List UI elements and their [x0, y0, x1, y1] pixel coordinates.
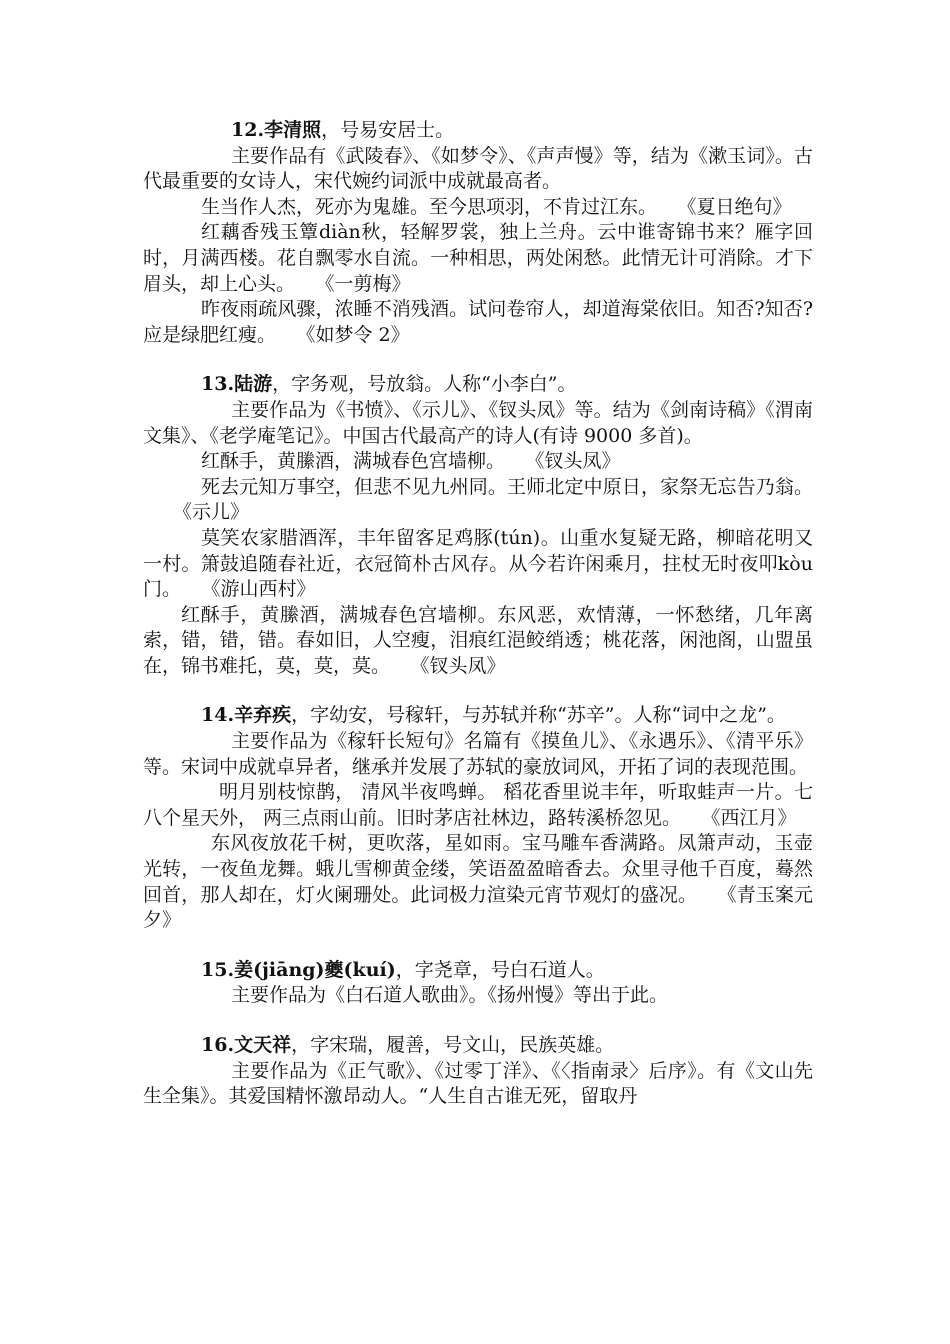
poem-title: 《青玉案元夕》	[143, 883, 813, 932]
section-heading	[143, 118, 813, 144]
author-name: 姜(jiāng)夔(kuí)	[234, 958, 396, 981]
document-page	[143, 118, 813, 1110]
author-name: 文天祥	[234, 1034, 292, 1056]
poem-text: 东风夜放花千树，更吹落，星如雨。宝马雕车香满路。凤箫声动，玉壶光转，一夜鱼龙舞。蛾儿雪柳黄金缕，笑语盈盈暗香去。众里寻他千百度，蓦然回首，那人却在，灯火阑珊处。此词极力渲染元宵节观灯的盛况。	[143, 832, 813, 906]
poem-quote	[143, 297, 813, 348]
paragraph	[143, 983, 813, 1009]
section-heading	[143, 703, 813, 729]
paragraph-text: 主要作品为《书愤》、《示儿》、《钗头凤》等。结为《剑南诗稿》《渭南文集》、《老学庵笔记》。中国古代最高产的诗人(有诗 9000 多首)。	[143, 398, 813, 447]
author-intro: ，字尧章，号白石道人。	[395, 958, 605, 981]
poem-text: 生当作人杰，死亦为鬼雄。至今思项羽，不肯过江东。	[201, 195, 658, 218]
poem-quote	[143, 449, 813, 475]
section-xin-qiji	[143, 703, 813, 933]
poem-title: 《钗头凤》	[420, 654, 506, 677]
poem-title: 《西江月》	[711, 806, 797, 829]
poem-quote	[143, 603, 813, 680]
paragraph	[143, 1059, 813, 1110]
author-intro: ，字宋瑞，履善，号文山，民族英雄。	[291, 1034, 615, 1056]
poem-title: 《如梦令 2》	[306, 323, 410, 346]
poem-quote	[143, 526, 813, 603]
author-intro: ，字务观，号放翁。人称“小李白”。	[272, 373, 577, 396]
poem-quote	[143, 780, 813, 831]
section-wen-tianxiang	[143, 1033, 813, 1110]
section-heading	[143, 958, 813, 984]
poem-quote	[143, 475, 813, 526]
section-heading	[143, 1033, 813, 1059]
section-heading	[143, 372, 813, 398]
poem-title: 《夏日绝句》	[687, 195, 792, 218]
poem-quote	[143, 831, 813, 933]
paragraph-text: 主要作品有《武陵春》、《如梦令》、《声声慢》等，结为《漱玉词》。古代最重要的女诗人，宋代婉约词派中成就最高者。	[143, 144, 813, 193]
section-jiang-kui	[143, 958, 813, 1009]
poem-text: 昨夜雨疏风骤，浓睡不消残酒。试问卷帘人，却道海棠依旧。知否?知否?应是绿肥红瘦。	[143, 298, 813, 346]
section-lu-you	[143, 372, 813, 679]
poem-title: 《一剪梅》	[325, 272, 411, 295]
section-li-qingzhao	[143, 118, 813, 348]
poem-text: 红藕香残玉簟diàn秋，轻解罗裳，独上兰舟。云中谁寄锦书来？雁字回时，月满西楼。花自飘零水自流。一种相思，两处闲愁。此情无计可消除。才下眉头，却上心头。	[143, 221, 813, 295]
poem-text: 死去元知万事空，但悲不见九州同。王师北定中原日，家祭无忘告乃翁。	[201, 475, 813, 498]
paragraph	[143, 144, 813, 195]
paragraph-text: 主要作品为《稼轩长短句》名篇有《摸鱼儿》、《永遇乐》、《清平乐》等。宋词中成就卓异者，继承并发展了苏轼的豪放词风，开拓了词的表现范围。	[143, 730, 813, 778]
poem-quote	[143, 195, 813, 221]
section-number: 14.	[201, 704, 235, 727]
author-intro: ，字幼安，号稼轩，与苏轼并称“苏辛”。人称“词中之龙”。	[291, 704, 786, 727]
paragraph-text: 主要作品为《白石道人歌曲》。《扬州慢》等出于此。	[231, 984, 669, 1007]
paragraph	[143, 398, 813, 449]
poem-title: 《示儿》	[173, 501, 250, 524]
section-number: 12.	[231, 119, 265, 141]
poem-text: 红酥手，黄縢酒，满城春色宫墙柳。东风恶，欢情薄，一怀愁绪，几年离索，错，错，错。春如旧，人空瘦，泪痕红浥鲛绡透；桃花落，闲池阁，山盟虽在，锦书难托，莫，莫，莫。	[143, 603, 813, 677]
poem-quote	[143, 220, 813, 297]
poem-title: 《钗头凤》	[535, 450, 621, 473]
poem-text: 莫笑农家腊酒浑，丰年留客足鸡豚(tún)。山重水复疑无路，柳暗花明又一村。箫鼓追随春社近，衣冠简朴古风存。从今若许闲乘月，拄杖无时夜叩kòu门。	[143, 526, 813, 601]
author-name: 李清照	[264, 119, 322, 141]
author-name: 陆游	[234, 373, 273, 396]
section-number: 16.	[201, 1034, 235, 1056]
poem-text: 明月别枝惊鹊， 清风半夜鸣蝉。 稻花香里说丰年，听取蛙声一片。七八个星天外， 两三点雨山前。旧时茅店社林边，路转溪桥忽见。	[143, 781, 813, 829]
paragraph-text: 主要作品为《正气歌》、《过零丁洋》、《〈指南录〉后序》。有《文山先生全集》。其爱国精怀激昂动人。“人生自古谁无死，留取丹	[143, 1059, 813, 1108]
section-number: 13.	[201, 373, 235, 396]
section-number: 15.	[201, 958, 235, 981]
poem-text: 红酥手，黄縢酒，满城春色宫墙柳。	[201, 450, 506, 473]
paragraph	[143, 729, 813, 780]
author-name: 辛弃疾	[234, 704, 292, 727]
author-intro: ，号易安居士。	[321, 119, 455, 141]
poem-title: 《游山西村》	[211, 578, 316, 601]
